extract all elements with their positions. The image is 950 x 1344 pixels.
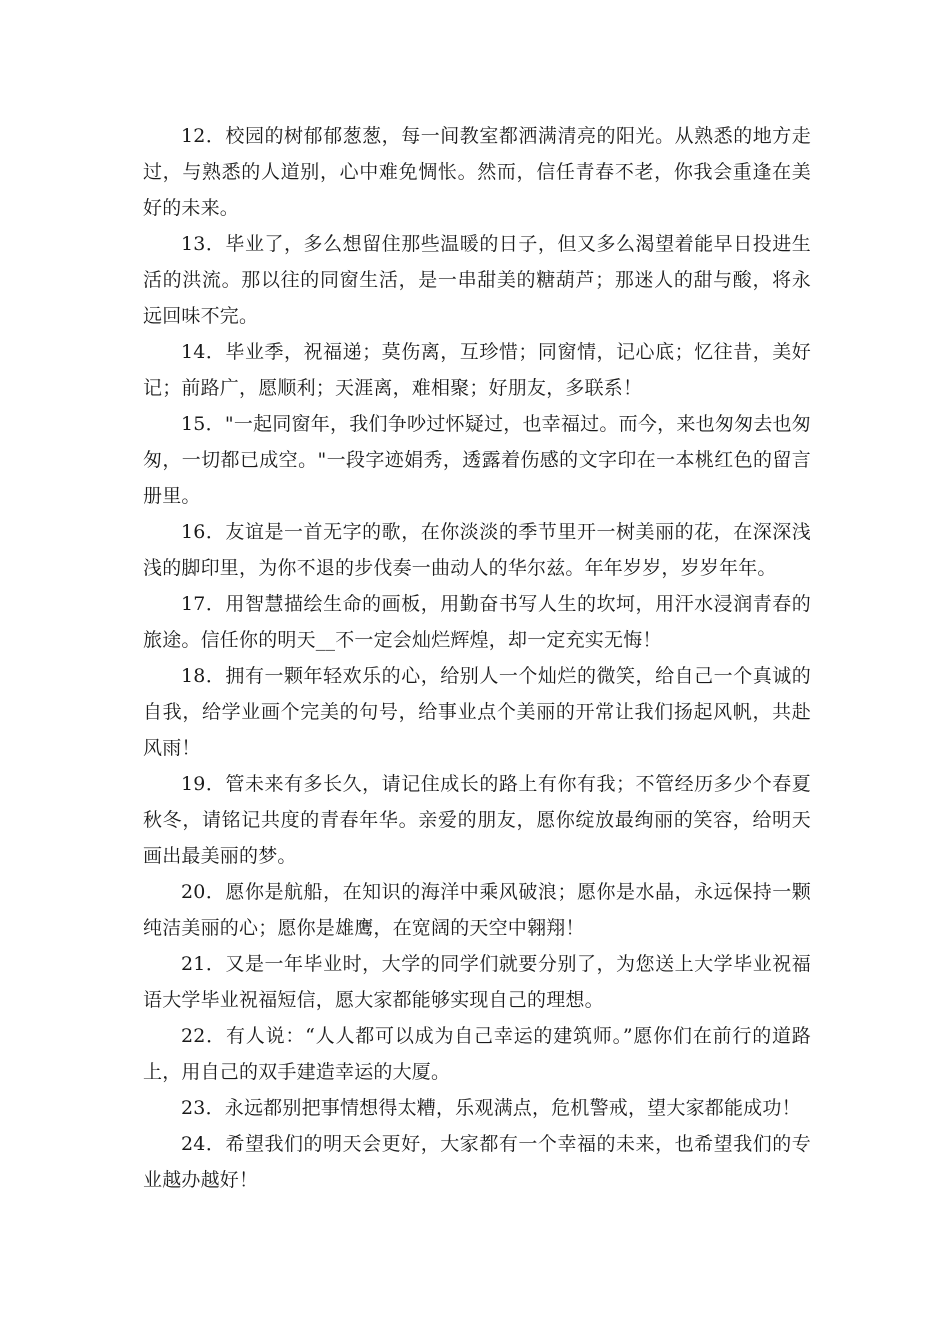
document-body: [143, 118, 811, 1198]
paragraph-16: 16．友谊是一首无字的歌，在你淡淡的季节里开一树美丽的花，在深深浅浅的脚印里，为你不退的步伐奏一曲动人的华尔兹。年年岁岁，岁岁年年。: [143, 521, 811, 579]
paragraph-13: 13．毕业了，多么想留住那些温暖的日子，但又多么渴望着能早日投进生活的洪流。那以往的同窗生活，是一串甜美的糖葫芦；那迷人的甜与酸，将永远回味不完。: [143, 233, 811, 327]
paragraph-23: 23．永远都别把事情想得太糟，乐观满点，危机警戒，望大家都能成功！: [181, 1097, 801, 1119]
paragraph-21: 21．又是一年毕业时，大学的同学们就要分别了，为您送上大学毕业祝福语大学毕业祝福短信，愿大家都能够实现自己的理想。: [143, 953, 811, 1011]
paragraph-12: 12．校园的树郁郁葱葱，每一间教室都洒满清亮的阳光。从熟悉的地方走过，与熟悉的人道别，心中难免惆怅。然而，信任青春不老，你我会重逢在美好的未来。: [143, 125, 811, 219]
paragraph-17: 17．用智慧描绘生命的画板，用勤奋书写人生的坎坷，用汗水浸润青春的旅途。信任你的明天__不一定会灿烂辉煌，却一定充实无悔！: [143, 593, 811, 651]
paragraph-15: 15．"一起同窗年，我们争吵过怀疑过，也幸福过。而今，来也匆匆去也匆匆，一切都已成空。"一段字迹娟秀，透露着伤感的文字印在一本桃红色的留言册里。: [143, 413, 811, 507]
paragraph-18: 18．拥有一颗年轻欢乐的心，给别人一个灿烂的微笑，给自己一个真诚的自我，给学业画个完美的句号，给事业点个美丽的开常让我们扬起风帆，共赴风雨！: [143, 665, 811, 759]
paragraph-22: 22．有人说：“人人都可以成为自己幸运的建筑师。”愿你们在前行的道路上，用自己的双手建造幸运的大厦。: [143, 1025, 811, 1083]
paragraph-14: 14．毕业季，祝福递；莫伤离，互珍惜；同窗情，记心底；忆往昔，美好记；前路广，愿顺利；天涯离，难相聚；好朋友，多联系！: [143, 341, 811, 399]
paragraph-24: 24．希望我们的明天会更好，大家都有一个幸福的未来，也希望我们的专业越办越好！: [143, 1133, 811, 1191]
paragraph-19: 19．管未来有多长久，请记住成长的路上有你有我；不管经历多少个春夏秋冬，请铭记共度的青春年华。亲爱的朋友，愿你绽放最绚丽的笑容，给明天画出最美丽的梦。: [143, 773, 811, 867]
paragraph-20: 20．愿你是航船，在知识的海洋中乘风破浪；愿你是水晶，永远保持一颗纯洁美丽的心；愿你是雄鹰，在宽阔的天空中翱翔！: [143, 881, 811, 939]
